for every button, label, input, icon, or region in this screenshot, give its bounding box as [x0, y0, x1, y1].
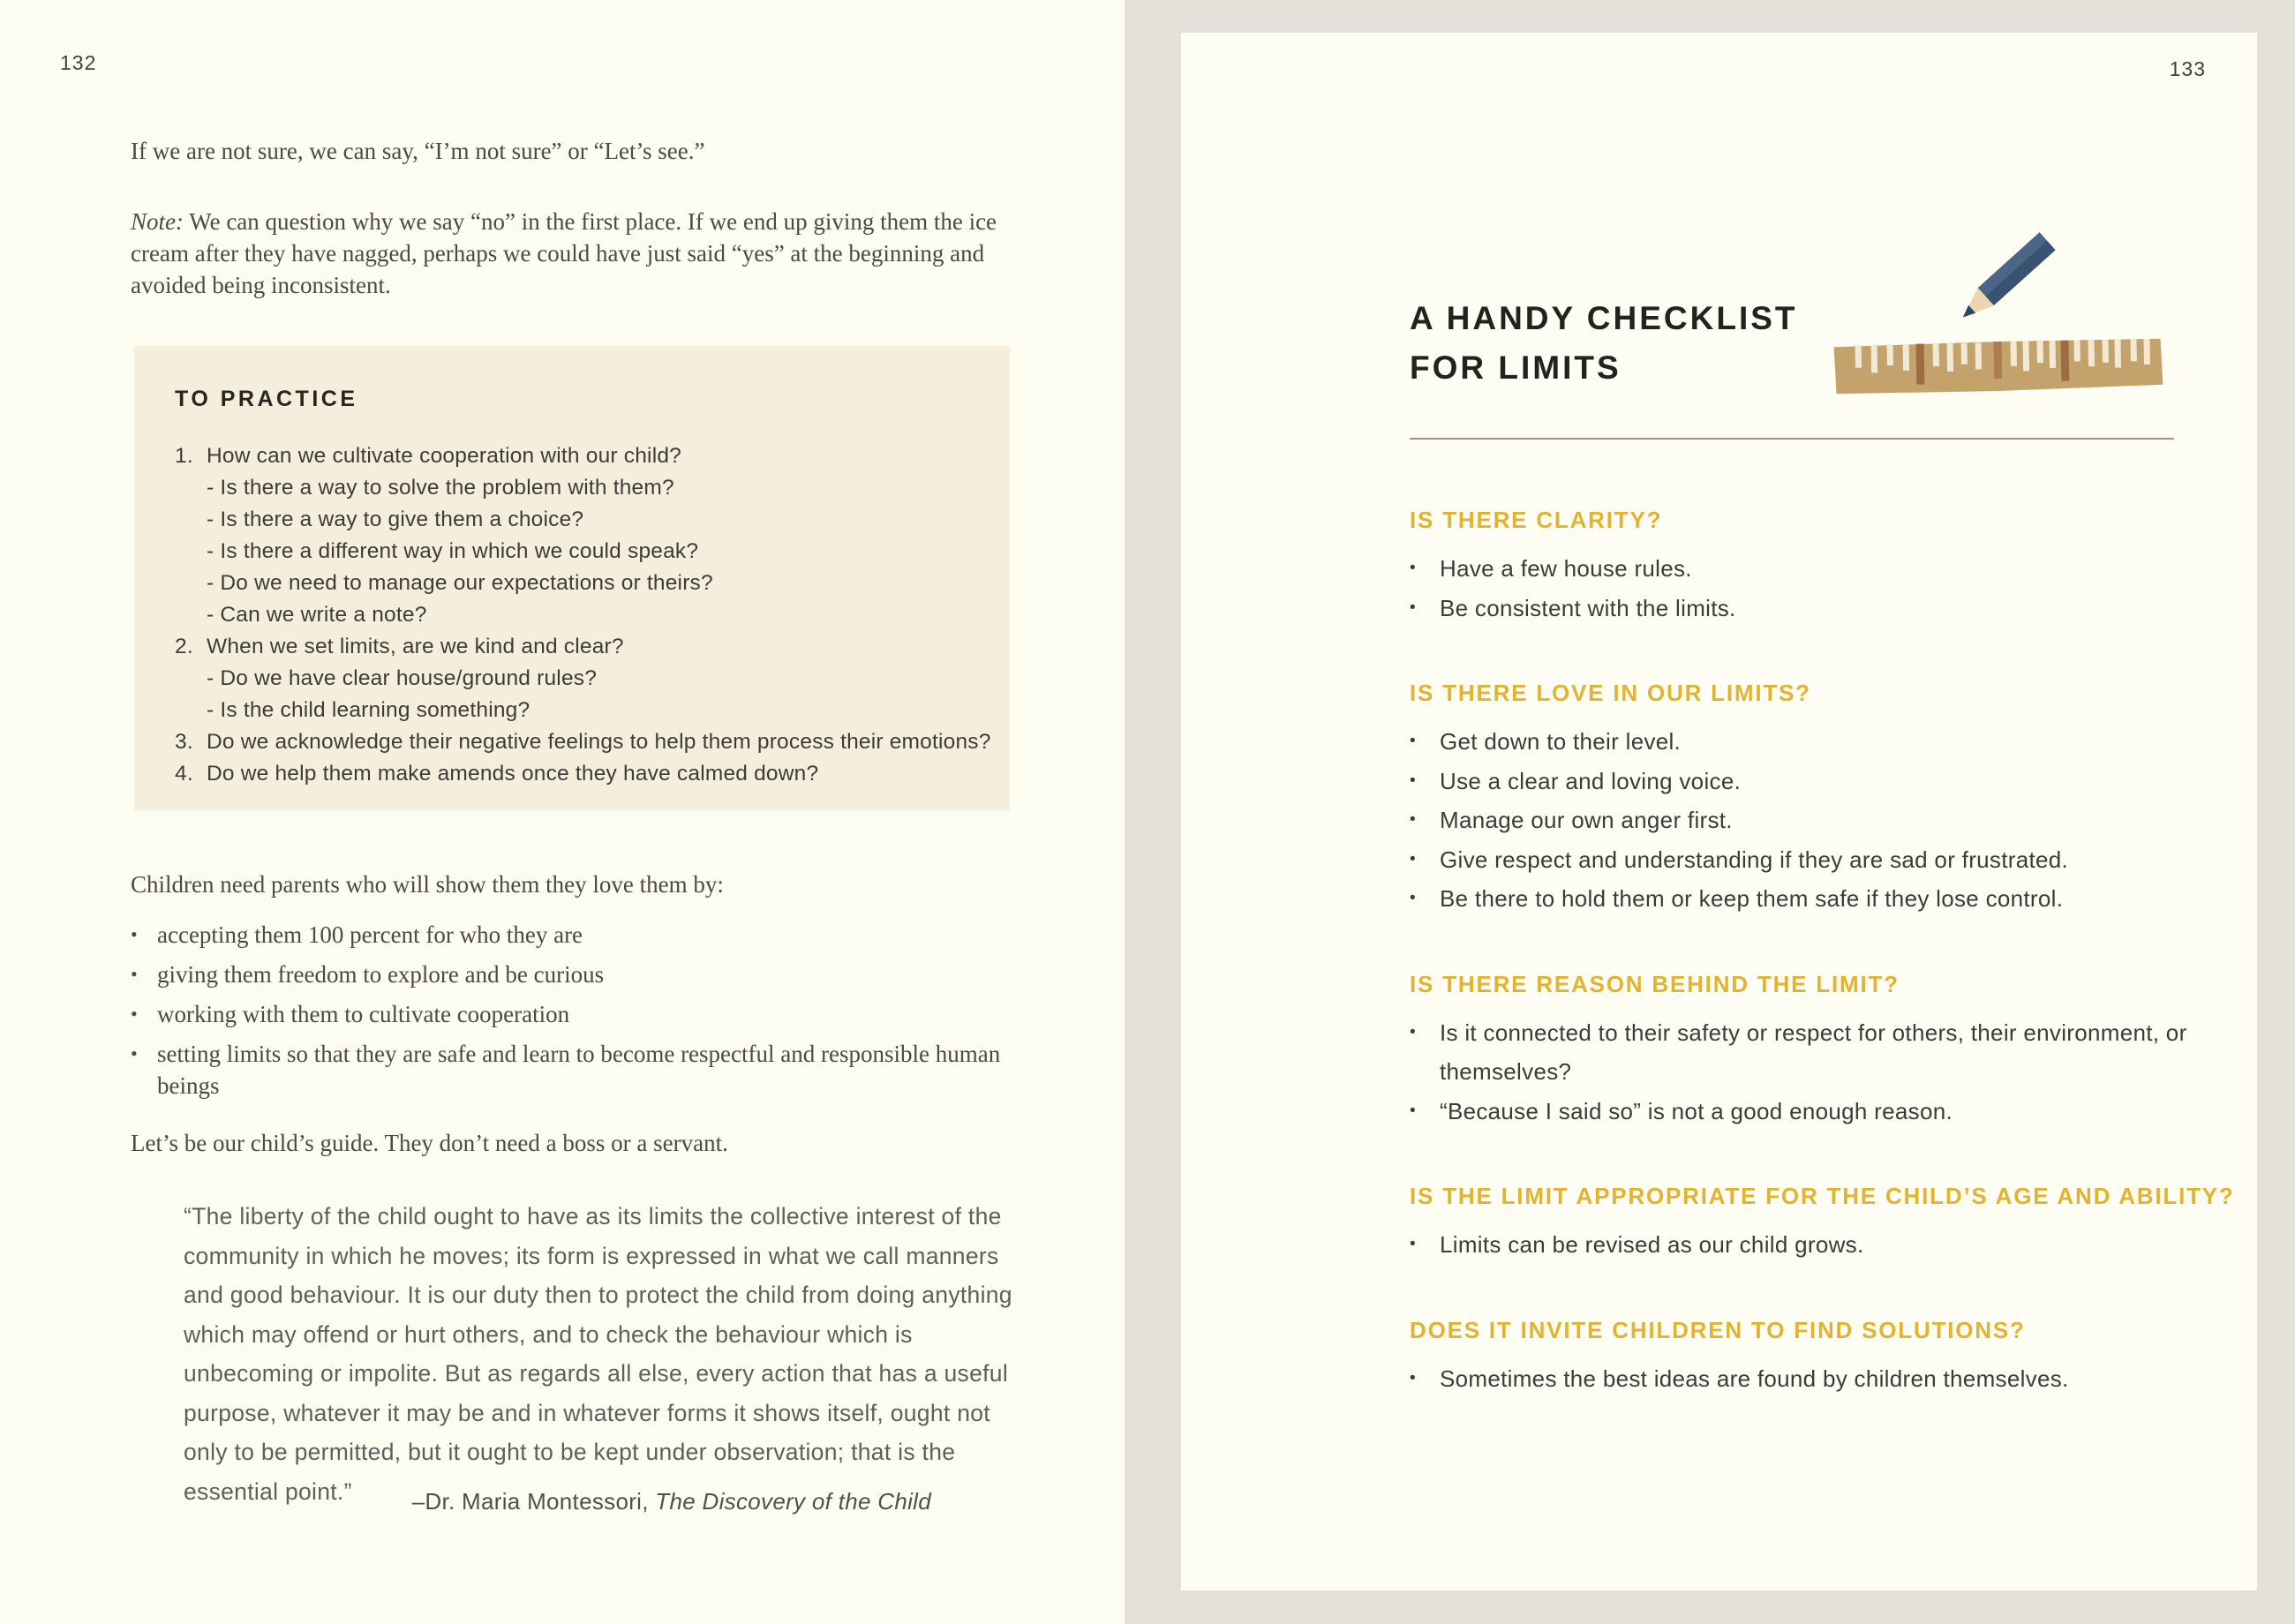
practice-item: [175, 440, 1001, 631]
bullet-icon: •: [131, 963, 138, 985]
love-item: [131, 919, 1026, 951]
love-item-text: accepting them 100 percent for who they are: [157, 921, 583, 948]
practice-subitem: - Is there a way to give them a choice?: [207, 508, 584, 531]
attribution-book-title: The Discovery of the Child: [655, 1488, 931, 1515]
right-page-card: [1181, 33, 2257, 1590]
checklist-heading: IS THERE CLARITY?: [1410, 507, 1663, 533]
checklist-item: [1410, 549, 2236, 589]
checklist-section: [1410, 971, 2236, 1132]
montessori-quote: “The liberty of the child ought to have as its limits the collective interest of the community in which he moves; its form is expressed in what we call manners and good behaviour. It is our duty then to protect the child from doing anything which may offend or hurt others, and to check the behaviour which is unbecoming or impolite. But as regards all else, every action that has a useful purpose, whatever it may be and in whatever forms it shows itself, ought not only to be permitted, but it ought to be kept under observation; that is the essential point.”: [184, 1203, 1012, 1505]
page-number-right: 133: [2169, 57, 2206, 80]
practice-item: [175, 726, 1001, 758]
practice-subitem: - Do we have clear house/ground rules?: [207, 666, 598, 690]
pencil-icon: [1955, 232, 2056, 326]
checklist-item-text: Is it connected to their safety or respect for others, their environment, or themselves?: [1440, 1019, 2187, 1085]
practice-item: [175, 758, 1001, 790]
checklist-item-text: Use a clear and loving voice.: [1440, 767, 1742, 794]
love-intro: Children need parents who will show them they love them by:: [131, 871, 724, 898]
love-item: [131, 998, 1026, 1030]
checklist-item: [1410, 1092, 2236, 1132]
bullet-icon: •: [1410, 1101, 1416, 1120]
love-item-text: giving them freedom to explore and be curious: [157, 961, 605, 988]
checklist-items: [1410, 1359, 2236, 1399]
checklist-item-text: Have a few house rules.: [1440, 555, 1692, 582]
practice-list: [175, 440, 1001, 790]
bullet-icon: •: [1410, 732, 1416, 750]
love-list: [131, 919, 1026, 1109]
practice-item-number: 4.: [175, 762, 193, 786]
practice-subitem: - Is there a way to solve the problem with them?: [207, 476, 674, 500]
checklist-items: [1410, 549, 2236, 628]
love-item-text: working with them to cultivate cooperation: [157, 1001, 570, 1027]
bullet-icon: •: [1410, 1022, 1416, 1041]
checklist-items: [1410, 1013, 2236, 1132]
bullet-icon: •: [131, 1042, 138, 1064]
attribution-author: –Dr. Maria Montessori,: [411, 1488, 656, 1515]
page-title-line2: FOR LIMITS: [1410, 350, 1622, 386]
practice-item-number: 3.: [175, 730, 193, 754]
checklist-heading: IS THERE REASON BEHIND THE LIMIT?: [1410, 970, 1900, 997]
practice-item: [175, 631, 1001, 726]
note-paragraph: [131, 206, 1024, 301]
practice-subitem: - Is the child learning something?: [207, 698, 530, 722]
checklist-item-text: Manage our own anger first.: [1440, 807, 1733, 833]
bullet-icon: •: [1410, 810, 1416, 829]
checklist-sections: [1410, 507, 2236, 1450]
practice-item-text: Do we acknowledge their negative feelings to help them process their emotions?: [207, 730, 991, 754]
note-body: We can question why we say “no” in the first place. If we end up giving them the ice cream after they have nagged, perhaps we could have just said “yes” at the beginning and avoided being inconsistent.: [131, 208, 997, 298]
checklist-item: [1410, 840, 2236, 880]
checklist-item: [1410, 762, 2236, 801]
guide-line: Let’s be our child’s guide. They don’t need a boss or a servant.: [131, 1130, 728, 1156]
checklist-item-text: Get down to their level.: [1440, 728, 1682, 755]
checklist-item: [1410, 1359, 2236, 1399]
practice-item-number: 1.: [175, 444, 193, 468]
bullet-icon: •: [1410, 771, 1416, 790]
practice-item-text: When we set limits, are we kind and clear?: [207, 635, 624, 658]
practice-subitem: - Is there a different way in which we could speak?: [207, 539, 699, 563]
checklist-item: [1410, 1013, 2236, 1092]
checklist-section: [1410, 507, 2236, 628]
checklist-item: [1410, 722, 2236, 762]
to-practice-box: [134, 346, 1010, 810]
pencil-and-ruler-illustration: [1790, 218, 2284, 439]
love-item-text: setting limits so that they are safe and learn to become respectful and responsible human beings: [157, 1041, 1001, 1099]
left-page: [0, 0, 1125, 1624]
bullet-icon: •: [131, 1003, 138, 1025]
page-title: [1410, 294, 1798, 393]
page-title-line1: A HANDY CHECKLIST: [1410, 300, 1798, 336]
practice-item-text: How can we cultivate cooperation with our child?: [207, 444, 681, 468]
bullet-icon: •: [1410, 598, 1416, 617]
practice-subitem: - Do we need to manage our expectations or theirs?: [207, 571, 713, 595]
checklist-heading: DOES IT INVITE CHILDREN TO FIND SOLUTIONS?: [1410, 1316, 2026, 1343]
practice-subitem: - Can we write a note?: [207, 603, 427, 627]
checklist-items: [1410, 1225, 2236, 1265]
checklist-item-text: Give respect and understanding if they are sad or frustrated.: [1440, 846, 2069, 873]
checklist-item: [1410, 1225, 2236, 1265]
checklist-item-text: Limits can be revised as our child grows.: [1440, 1231, 1864, 1258]
checklist-item-text: “Because I said so” is not a good enough reason.: [1440, 1097, 1953, 1124]
checklist-item: [1410, 801, 2236, 840]
bullet-icon: •: [1410, 889, 1416, 907]
page-number-left: 132: [60, 51, 97, 74]
checklist-item-text: Be consistent with the limits.: [1440, 594, 1736, 621]
checklist-section: [1410, 680, 2236, 919]
checklist-heading: IS THERE LOVE IN OUR LIMITS?: [1410, 680, 1811, 706]
checklist-items: [1410, 722, 2236, 919]
intro-paragraph: If we are not sure, we can say, “I’m not sure” or “Let’s see.”: [131, 138, 705, 164]
bullet-icon: •: [1410, 849, 1416, 868]
checklist-item: [1410, 879, 2236, 919]
practice-item-number: 2.: [175, 635, 193, 658]
quote-attribution: [184, 1488, 1015, 1515]
ruler-icon: [1834, 339, 2163, 394]
bullet-icon: •: [1410, 1235, 1416, 1253]
checklist-item-text: Be there to hold them or keep them safe if they lose control.: [1440, 885, 2064, 912]
divider-rule: [1410, 438, 2174, 440]
checklist-heading: IS THE LIMIT APPROPRIATE FOR THE CHILD’S AGE AND ABILITY?: [1410, 1183, 2235, 1209]
note-label: Note:: [131, 208, 184, 235]
checklist-item-text: Sometimes the best ideas are found by children themselves.: [1440, 1365, 2069, 1392]
checklist-item: [1410, 589, 2236, 628]
checklist-section: [1410, 1317, 2236, 1399]
practice-item-text: Do we help them make amends once they have calmed down?: [207, 762, 819, 786]
bullet-icon: •: [131, 923, 138, 945]
bullet-icon: •: [1410, 1368, 1416, 1387]
love-item: [131, 1038, 1026, 1101]
love-item: [131, 959, 1026, 990]
checklist-section: [1410, 1183, 2236, 1265]
bullet-icon: •: [1410, 559, 1416, 577]
practice-title: TO PRACTICE: [175, 387, 358, 411]
